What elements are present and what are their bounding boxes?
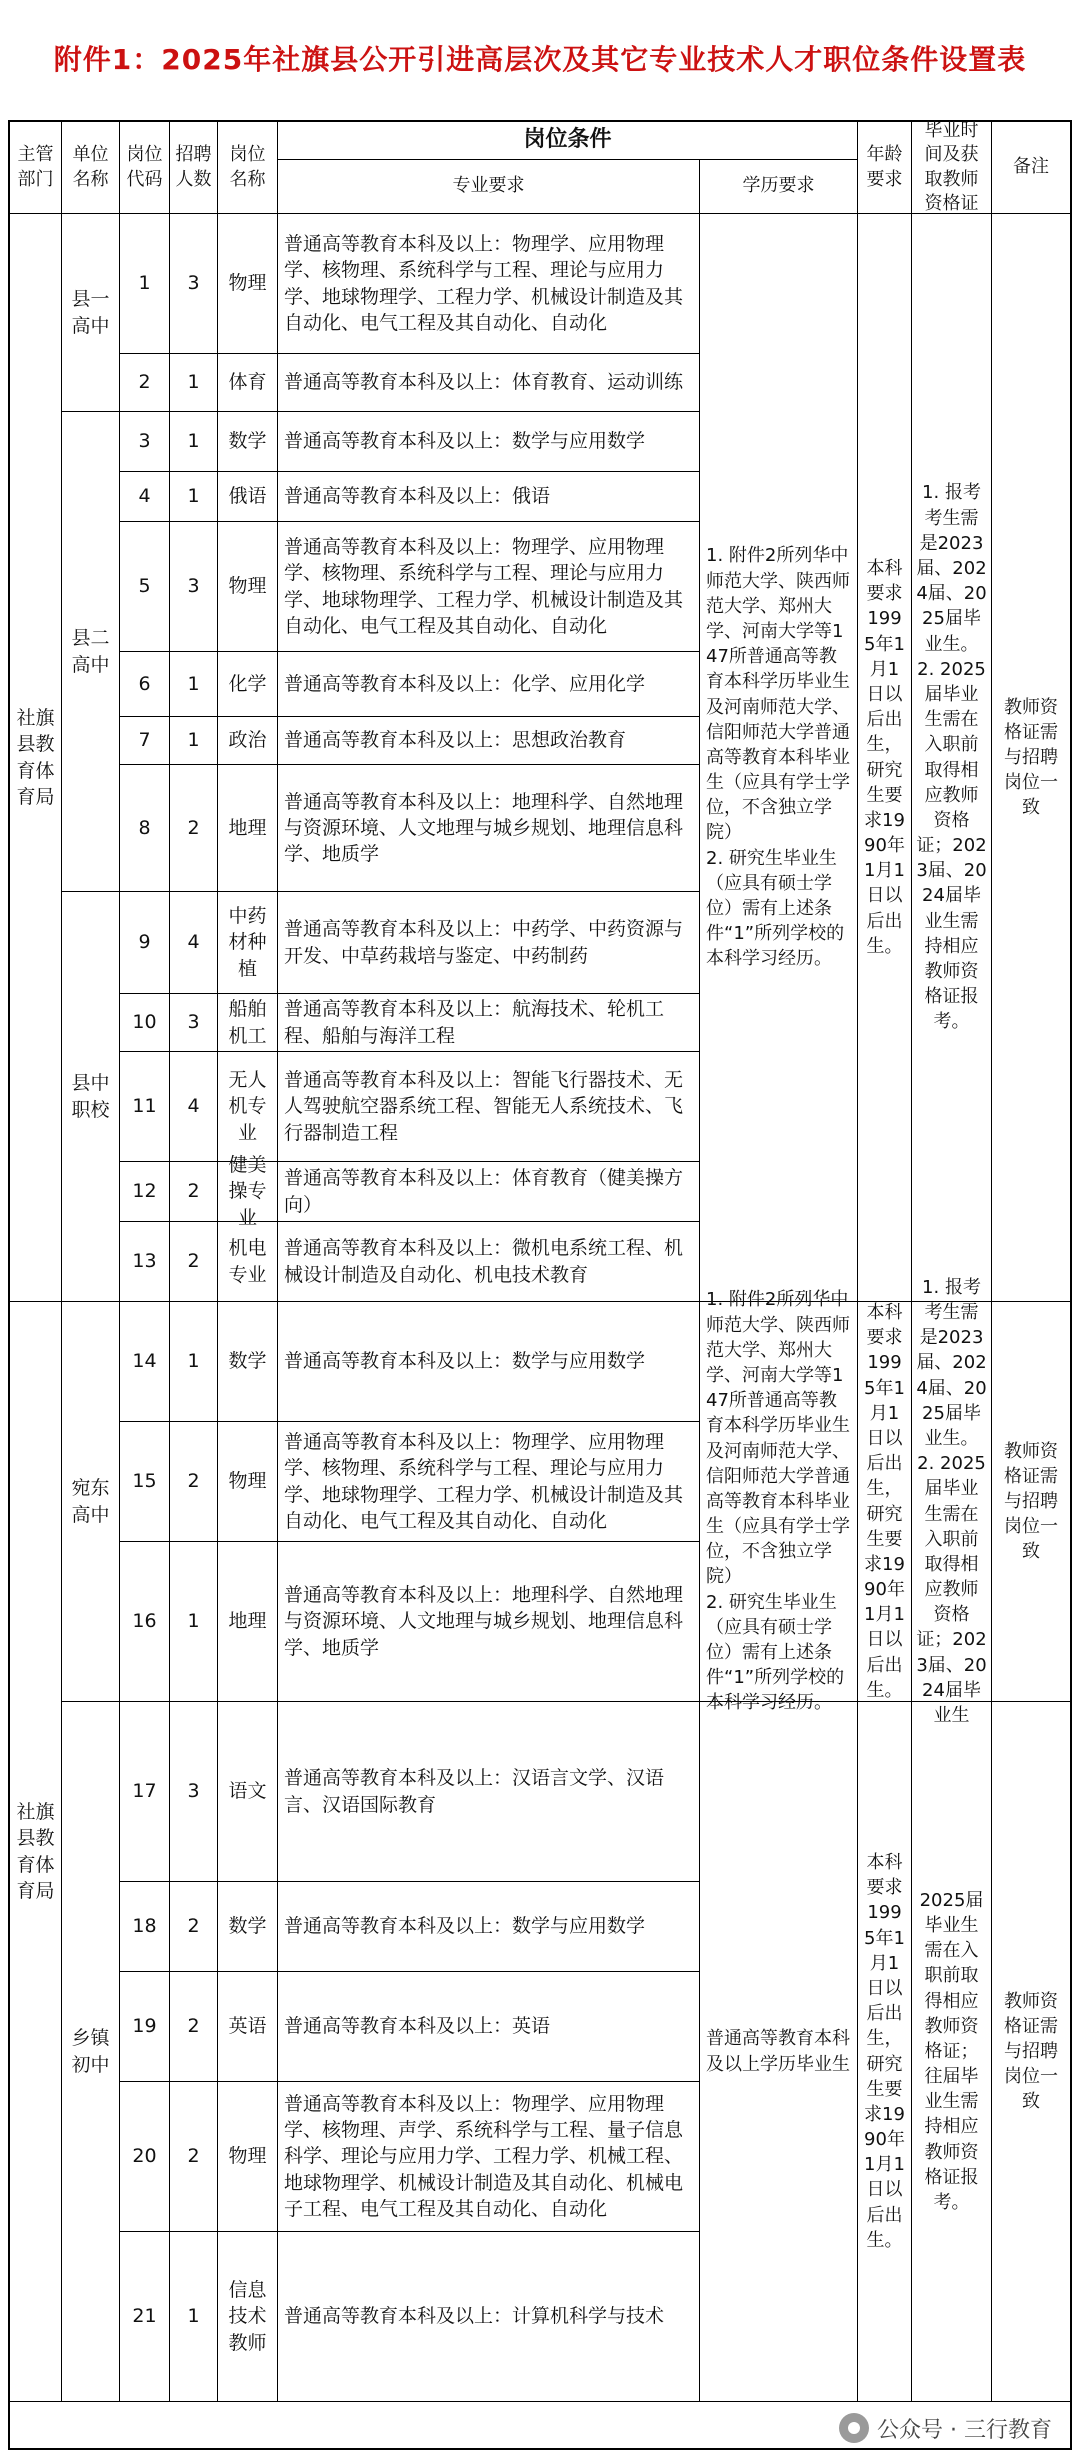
wechat-icon [839, 2413, 869, 2443]
post-name: 政治 [218, 717, 278, 765]
hire-count: 4 [170, 892, 218, 994]
hire-count: 1 [170, 2232, 218, 2402]
post-code: 15 [120, 1422, 170, 1542]
major-requirement: 普通高等教育本科及以上：物理学、应用物理学、核物理、系统科学与工程、理论与应用力学、地球物理学、工程力学、机械设计制造及其自动化、电气工程及其自动化、自动化 [278, 1422, 700, 1542]
post-code: 18 [120, 1882, 170, 1972]
grad-requirement: 1. 报考考生需是2023届、2024届、2025届毕业生。 2. 2025届毕业生需在入职前取得相应教师资格证；2023届、2024届毕业生需持相应教师资格证报考。 [912, 214, 992, 1302]
post-code: 7 [120, 717, 170, 765]
major-requirement: 普通高等教育本科及以上：物理学、应用物理学、核物理、系统科学与工程、理论与应用力学、地球物理学、工程力学、机械设计制造及其自动化、电气工程及其自动化、自动化 [278, 214, 700, 354]
remark: 教师资格证需与招聘岗位一致 [992, 214, 1070, 1302]
hire-count: 1 [170, 354, 218, 412]
post-name: 地理 [218, 1542, 278, 1702]
post-code: 16 [120, 1542, 170, 1702]
post-name: 化学 [218, 652, 278, 717]
post-name: 英语 [218, 1972, 278, 2082]
major-requirement: 普通高等教育本科及以上：数学与应用数学 [278, 1882, 700, 1972]
post-name: 数学 [218, 412, 278, 472]
recruitment-table [8, 120, 1072, 2450]
post-code: 21 [120, 2232, 170, 2402]
edu-requirement: 1. 附件2所列华中师范大学、陕西师范大学、郑州大学、河南大学等147所普通高等教育本科学历毕业生及河南师范大学、信阳师范大学普通高等教育本科毕业生（应具有学士学位，不含独立学院） 2. 研究生毕业生（应具有硕士学位）需有上述条件“1”所列学校的本科学习经历。 [700, 214, 858, 1302]
major-requirement: 普通高等教育本科及以上：英语 [278, 1972, 700, 2082]
post-code: 8 [120, 765, 170, 892]
post-name: 无人机专业 [218, 1052, 278, 1162]
unit-cell: 县一高中 [62, 214, 120, 412]
major-requirement: 普通高等教育本科及以上：物理学、应用物理学、核物理、声学、系统科学与工程、量子信息科学、理论与应用力学、工程力学、机械工程、地球物理学、机械设计制造及其自动化、机械电子工程、电气工程及其自动化、自动化 [278, 2082, 700, 2232]
post-name: 信息技术教师 [218, 2232, 278, 2402]
dept-cell: 社旗县教育体育局 [10, 1302, 62, 2402]
post-code: 2 [120, 354, 170, 412]
post-name: 中药材种植 [218, 892, 278, 994]
post-name: 数学 [218, 1882, 278, 1972]
header-unit: 单位名称 [62, 122, 120, 214]
post-name: 数学 [218, 1302, 278, 1422]
major-requirement: 普通高等教育本科及以上：数学与应用数学 [278, 412, 700, 472]
post-name: 体育 [218, 354, 278, 412]
major-requirement: 普通高等教育本科及以上：中药学、中药资源与开发、中草药栽培与鉴定、中药制药 [278, 892, 700, 994]
hire-count: 2 [170, 1422, 218, 1542]
unit-cell: 县中职校 [62, 892, 120, 1302]
hire-count: 2 [170, 1222, 218, 1302]
post-code: 11 [120, 1052, 170, 1162]
edu-requirement: 普通高等教育本科及以上学历毕业生 [700, 1702, 858, 2402]
edu-requirement: 1. 附件2所列华中师范大学、陕西师范大学、郑州大学、河南大学等147所普通高等教育本科学历毕业生及河南师范大学、信阳师范大学普通高等教育本科毕业生（应具有学士学位，不含独立学院） 2. 研究生毕业生（应具有硕士学位）需有上述条件“1”所列学校的本科学习经历。 [700, 1302, 858, 1702]
post-code: 3 [120, 412, 170, 472]
major-requirement: 普通高等教育本科及以上：化学、应用化学 [278, 652, 700, 717]
post-code: 20 [120, 2082, 170, 2232]
post-name: 船舶机工 [218, 994, 278, 1052]
major-requirement: 普通高等教育本科及以上：智能飞行器技术、无人驾驶航空器系统工程、智能无人系统技术、飞行器制造工程 [278, 1052, 700, 1162]
hire-count: 2 [170, 1972, 218, 2082]
grad-requirement: 1. 报考考生需是2023届、2024届、2025届毕业生。 2. 2025届毕业生需在入职前取得相应教师资格证；2023届、2024届毕业生 [912, 1302, 992, 1702]
hire-count: 3 [170, 994, 218, 1052]
unit-cell: 县二高中 [62, 412, 120, 892]
hire-count: 3 [170, 1702, 218, 1882]
hire-count: 4 [170, 1052, 218, 1162]
post-code: 14 [120, 1302, 170, 1422]
post-code: 6 [120, 652, 170, 717]
major-requirement: 普通高等教育本科及以上：体育教育、运动训练 [278, 354, 700, 412]
header-note: 备注 [992, 122, 1070, 214]
major-requirement: 普通高等教育本科及以上：俄语 [278, 472, 700, 522]
hire-count: 2 [170, 1162, 218, 1222]
header-code: 岗位代码 [120, 122, 170, 214]
major-requirement: 普通高等教育本科及以上：体育教育（健美操方向） [278, 1162, 700, 1222]
post-name: 物理 [218, 2082, 278, 2232]
remark: 教师资格证需与招聘岗位一致 [992, 1302, 1070, 1702]
major-requirement: 普通高等教育本科及以上：地理科学、自然地理与资源环境、人文地理与城乡规划、地理信息科学、地质学 [278, 765, 700, 892]
hire-count: 2 [170, 1882, 218, 1972]
post-code: 9 [120, 892, 170, 994]
hire-count: 1 [170, 1302, 218, 1422]
age-requirement: 本科要求1995年1月1日以后出生，研究生要求1990年1月1日以后出生。 [858, 214, 912, 1302]
post-code: 13 [120, 1222, 170, 1302]
hire-count: 3 [170, 214, 218, 354]
major-requirement: 普通高等教育本科及以上：思想政治教育 [278, 717, 700, 765]
age-requirement: 本科要求1995年1月1日以后出生，研究生要求1990年1月1日以后出生。 [858, 1702, 912, 2402]
post-code: 19 [120, 1972, 170, 2082]
hire-count: 1 [170, 1542, 218, 1702]
major-requirement: 普通高等教育本科及以上：微机电系统工程、机械设计制造及自动化、机电技术教育 [278, 1222, 700, 1302]
header-post: 岗位名称 [218, 122, 278, 214]
post-name: 物理 [218, 1422, 278, 1542]
major-requirement: 普通高等教育本科及以上：地理科学、自然地理与资源环境、人文地理与城乡规划、地理信息科学、地质学 [278, 1542, 700, 1702]
header-edu: 学历要求 [700, 160, 858, 214]
header-conditions: 岗位条件 [278, 122, 858, 160]
hire-count: 1 [170, 472, 218, 522]
major-requirement: 普通高等教育本科及以上：数学与应用数学 [278, 1302, 700, 1422]
post-code: 12 [120, 1162, 170, 1222]
post-code: 1 [120, 214, 170, 354]
post-code: 10 [120, 994, 170, 1052]
post-name: 地理 [218, 765, 278, 892]
dept-cell: 社旗县教育体育局 [10, 214, 62, 1302]
major-requirement: 普通高等教育本科及以上：汉语言文学、汉语言、汉语国际教育 [278, 1702, 700, 1882]
unit-cell: 宛东高中 [62, 1302, 120, 1702]
header-grad: 毕业时间及获取教师资格证 [912, 122, 992, 214]
post-code: 5 [120, 522, 170, 652]
hire-count: 3 [170, 522, 218, 652]
wechat-watermark [835, 2408, 1056, 2448]
post-name: 物理 [218, 214, 278, 354]
major-requirement: 普通高等教育本科及以上：航海技术、轮机工程、船舶与海洋工程 [278, 994, 700, 1052]
header-num: 招聘人数 [170, 122, 218, 214]
hire-count: 2 [170, 765, 218, 892]
header-major: 专业要求 [278, 160, 700, 214]
header-dept: 主管部门 [10, 122, 62, 214]
major-requirement: 普通高等教育本科及以上：计算机科学与技术 [278, 2232, 700, 2402]
post-name: 机电专业 [218, 1222, 278, 1302]
grad-requirement: 2025届毕业生需在入职前取得相应教师资格证；往届毕业生需持相应教师资格证报考。 [912, 1702, 992, 2402]
hire-count: 1 [170, 717, 218, 765]
hire-count: 2 [170, 2082, 218, 2232]
post-code: 4 [120, 472, 170, 522]
post-name: 俄语 [218, 472, 278, 522]
page-title: 附件1：2025年社旗县公开引进高层次及其它专业技术人才职位条件设置表 [53, 43, 1027, 76]
hire-count: 1 [170, 412, 218, 472]
post-name: 语文 [218, 1702, 278, 1882]
hire-count: 1 [170, 652, 218, 717]
post-name: 健美操专业 [218, 1162, 278, 1222]
post-code: 17 [120, 1702, 170, 1882]
post-name: 物理 [218, 522, 278, 652]
watermark-text: 公众号 · 三行教育 [877, 2417, 1052, 2443]
major-requirement: 普通高等教育本科及以上：物理学、应用物理学、核物理、系统科学与工程、理论与应用力学、地球物理学、工程力学、机械设计制造及其自动化、电气工程及其自动化、自动化 [278, 522, 700, 652]
unit-cell: 乡镇初中 [62, 1702, 120, 2402]
remark: 教师资格证需与招聘岗位一致 [992, 1702, 1070, 2402]
age-requirement: 本科要求1995年1月1日以后出生，研究生要求1990年1月1日以后出生。 [858, 1302, 912, 1702]
header-age: 年龄要求 [858, 122, 912, 214]
